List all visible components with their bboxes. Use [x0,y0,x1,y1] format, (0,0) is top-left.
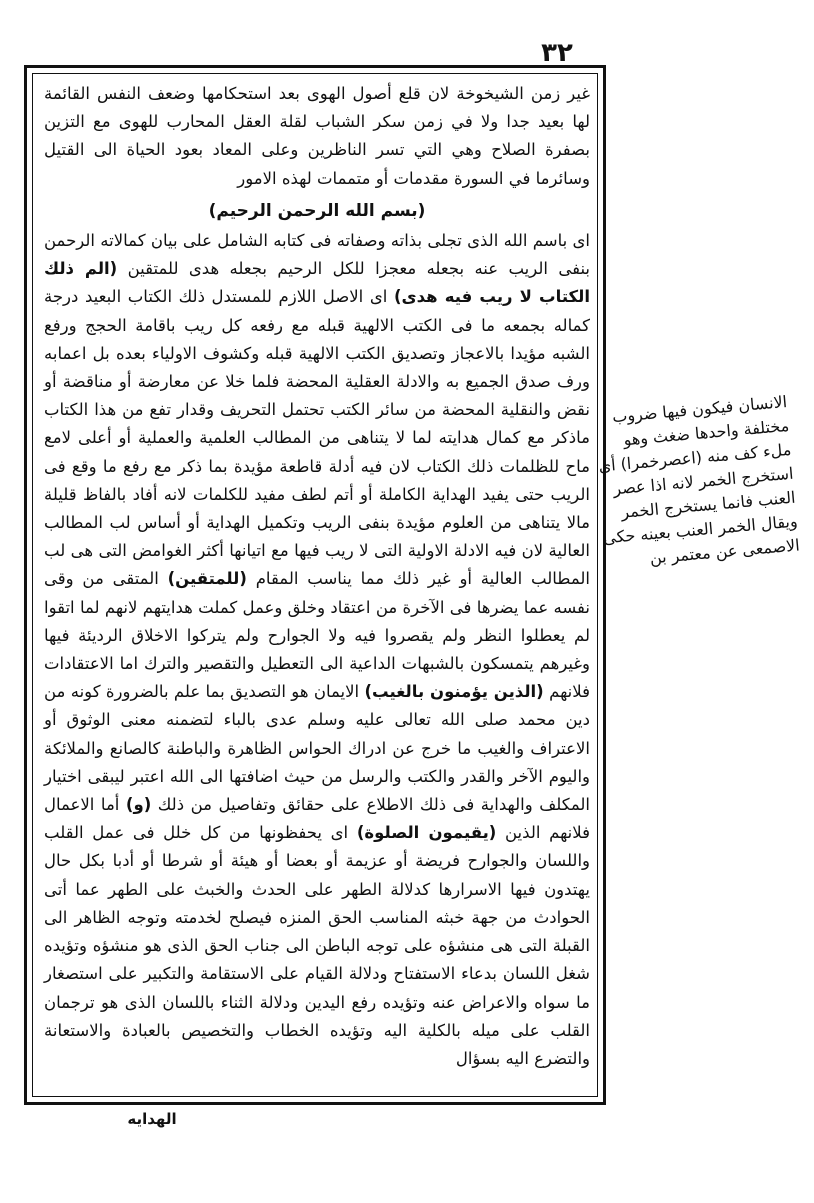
catchword: الهدايه [127,1110,177,1128]
handwritten-margin-note: الانسان فيكون فيها ضروب مختلفة واحدها ضغث وهو ملء كف منه (اعصرخمرا) أى استخرج الخمر لانه اذا عصر العنب فانما يستخرج الخمر ويقال الخمر العنب بعينه حكى الاصمعى عن معتمر بن [597,391,801,568]
quran-verse: (الم ذلك الكتاب لا ريب فيه هدى) [44,259,590,307]
intro-paragraph: غير زمن الشيخوخة لان قلع أصول الهوى بعد استحكامها وضعف النفس القائمة لها بعيد جدا ولا في زمن سكر الشباب لقلة العقل المحارب للهوى مع التزين بصفرة الصلاح وهي التي تسر الناظرين وعلى المعاد بعود الحياة الى القتيل وسائرما في السورة مقدمات أو متممات لهذه الامور [44,84,590,188]
commentary-text: أما الاعمال فلانهم الذين [44,795,591,843]
basmala-heading: (بسم الله الرحمن الرحيم) [208,200,426,221]
commentary-text: اى يحفظونها من كل خلل فى عمل القلب واللسان والجوارح فريضة أو عزيمة أو بعضا أو هيئة أو شرطا أو أدبا بكل حال يهتدون فيها الاسرارها كدلالة الطهر على الحدث والخبث على الطهر عما أتى الحوادث من جهة خبثه المناسب الحق المنزه فيصلح لخدمته وتوجه الظاهر الى القبلة التى هى منشؤه على توجه الباطن الى جناب الحق الذى هو منشؤه وتؤيده شغل اللسان بدعاء الاستفتاح ودلالة القيام على الاستقامة والتكبير على استصغار ما سواه والاعراض عنه وتؤيده رفع اليدين ودلالة الثناء باللسان الذى هو ترجمان القلب على ميله بالكلية اليه وتؤيده الخطاب والتخصيص بالعبادة والاستعانة والتضرع اليه بسؤال [44,823,590,1068]
quran-verse: (للمتقين) [167,569,247,589]
page-number: ٣٢ [541,38,573,68]
main-text-block [44,80,590,1073]
commentary-text: اى باسم الله الذى تجلى بذاته وصفاته فى كتابه الشامل على بيان كمالاته الرحمن بنفى الريب عنه بجعله معجزا للكل الرحيم بجعله هدى للمتقين [44,231,591,279]
commentary-text: الايمان هو التصديق بما علم بالضرورة كونه من دين محمد صلى الله تعالى عليه وسلم عدى بالباء لتضمنه معنى الوثوق أو الاعتراف والغيب ما خرج عن ادراك الحواس الظاهرة والباطنة كالصانع والملائكة واليوم الآخر والقدر والكتب والرسل من حيث اضافتها الى الله اعتبر ليبقى اختيار المكلف والهداية فى ذلك الاطلاع على حقائق وتفاصيل من ذلك [44,682,591,815]
quran-verse-marker: (و) [125,795,152,815]
quran-verse: (الذين يؤمنون بالغيب) [364,682,544,702]
quran-verse: (يقيمون الصلوة) [356,823,497,843]
commentary-text: المتقى من وقى نفسه عما يضرها فى الآخرة من اعتقاد وخلق وعمل كملت هدايتهم لانهم لما اتقوا لم يعطلوا النظر ولم يقصروا فيه ولا الجوارح ولم يتركوا الاخلاق الرديئة فيها وغيرهم يتمسكون بالشبهات الداعية الى التعطيل والتقصير والترك اما الاعتقادات فلانهم [44,569,591,702]
commentary-paragraph [44,227,590,1073]
commentary-text: اى الاصل اللازم للمستدل ذلك الكتاب البعيد درجة كماله بجمعه ما فى الكتب الالهية قبله مع رفعه كل ريب باقامة الحجج ورفع الشبه مؤيدا بالاعجاز وتصديق الكتب الالهية قبله وكشوف الاولياء بعده بل اعمابه ورف صدق الجميع به والادلة العقلية المحضة فلما خلا عن معارضة أو مناقضة أو نقض والنقلية المحضة من سائر الكتب تحتمل التحريف وقدار تفع من هذا الكتاب ماذكر مع كمال هدايته لما لا يتناهى من المطالب العلمية والعملية أو أعلى لامع ماح للظلمات ذلك الكتاب لان فيه أدلة قاطعة مؤيدة بما ذكر مع رفع ما وقع فى الريب حتى يفيد الهداية الكاملة أو أتم لطف مفيد للكلمات لانه أفاد بالفاظ قليلة مالا يتناهى من العلوم مؤيدة بنفى الريب وتكميل الهداية أو أساس لب المطالب العالية لان فيه الادلة الاولية التى لا ريب فيها مع اتيانها أكثر الغوامض التى هى لب المطالب العالية أو غير ذلك مما يناسب المقام [44,287,590,589]
